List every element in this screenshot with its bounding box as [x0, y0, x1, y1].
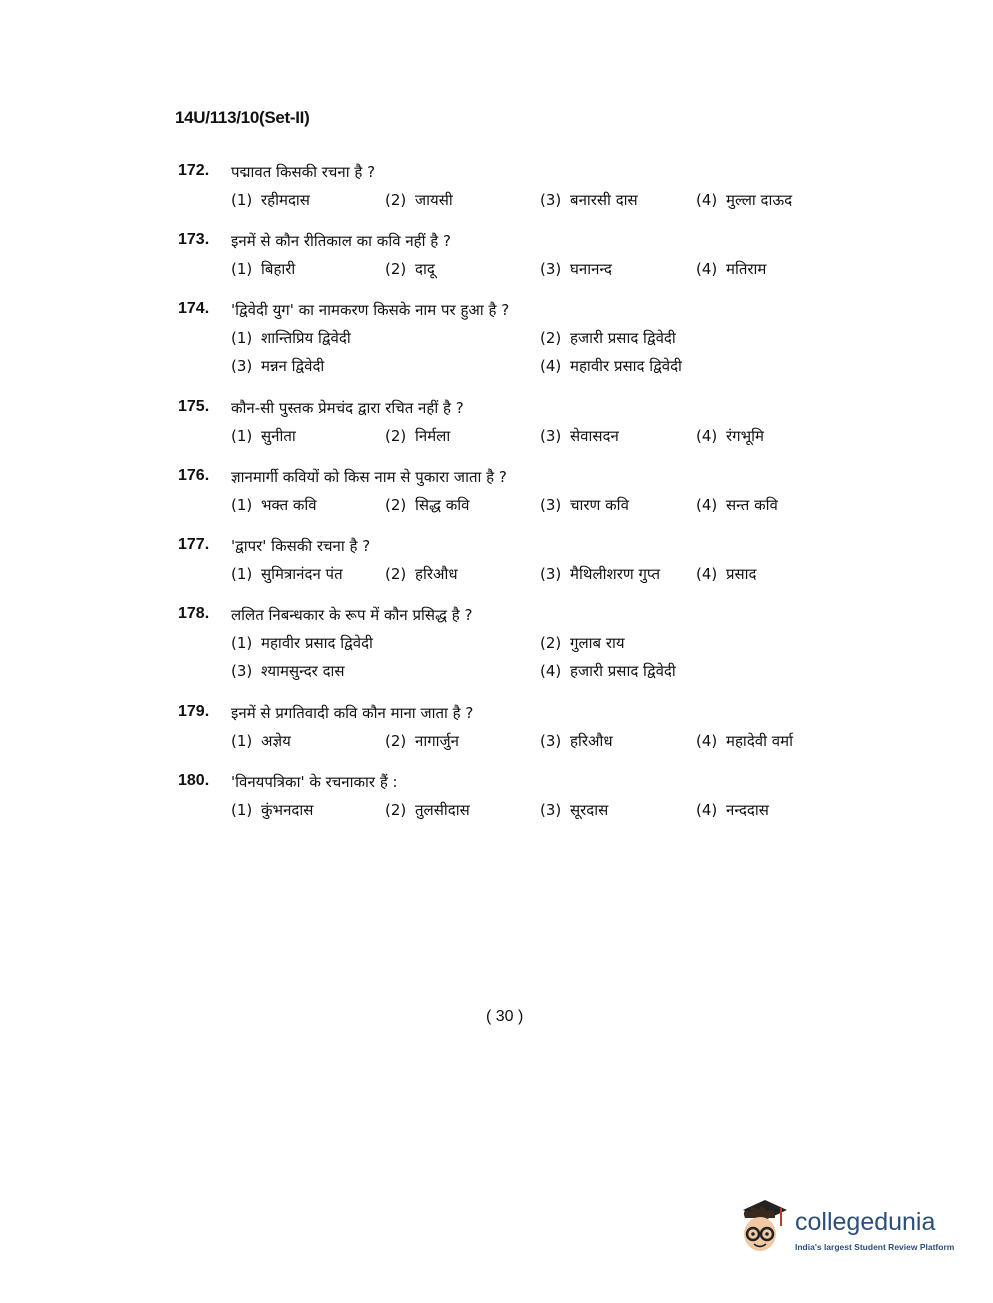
option-3: [231, 356, 324, 376]
option-text: बिहारी: [261, 260, 296, 278]
option-number: (2): [385, 191, 407, 209]
question-number: 178.: [178, 605, 210, 622]
option-number: (3): [540, 496, 562, 514]
option-number: (1): [231, 634, 253, 652]
option-text: मैथिलीशरण गुप्त: [570, 565, 661, 583]
question-text: कौन-सी पुस्तक प्रेमचंद द्वारा रचित नहीं है ?: [231, 399, 464, 417]
mascot-icon: [735, 1196, 793, 1266]
option-number: (2): [385, 801, 407, 819]
question-text: इनमें से कौन रीतिकाल का कवि नहीं है ?: [231, 232, 451, 250]
option-text: जायसी: [415, 191, 453, 209]
option-text: दादू: [415, 260, 435, 278]
option-text: बनारसी दास: [570, 191, 638, 209]
option-number: (2): [385, 565, 407, 583]
option-4: [696, 190, 792, 210]
option-text: सन्त कवि: [726, 496, 778, 514]
question-175: [178, 398, 818, 454]
question-173: [178, 231, 818, 287]
question-178: [178, 605, 818, 689]
option-text: सेवासदन: [570, 427, 619, 445]
question-177: [178, 536, 818, 592]
option-text: तुलसीदास: [415, 801, 470, 819]
option-number: (1): [231, 496, 253, 514]
option-2: [540, 328, 676, 348]
paper-code: 14U/113/10(Set-II): [175, 108, 310, 127]
question-number: 176.: [178, 467, 210, 484]
option-3: [540, 259, 612, 279]
option-1: [231, 731, 291, 751]
option-number: (3): [231, 357, 253, 375]
option-text: हरिऔध: [570, 732, 613, 750]
question-text: 'विनयपत्रिका' के रचनाकार हैं :: [231, 773, 398, 791]
option-text: हजारी प्रसाद द्विवेदी: [570, 329, 676, 347]
logo-name: collegedunia: [795, 1208, 936, 1236]
option-2: [385, 731, 459, 751]
option-1: [231, 633, 373, 653]
option-number: (3): [231, 662, 253, 680]
option-number: (1): [231, 565, 253, 583]
option-1: [231, 426, 296, 446]
option-number: (2): [385, 732, 407, 750]
question-174: [178, 300, 818, 384]
option-2: [385, 495, 470, 515]
option-text: मन्नन द्विवेदी: [261, 357, 325, 375]
option-3: [540, 731, 613, 751]
option-1: [231, 259, 295, 279]
option-4: [696, 564, 757, 584]
option-number: (4): [696, 801, 718, 819]
option-text: हजारी प्रसाद द्विवेदी: [570, 662, 676, 680]
option-number: (2): [540, 329, 562, 347]
option-number: (4): [696, 191, 718, 209]
option-2: [385, 564, 458, 584]
option-3: [540, 800, 608, 820]
option-number: (3): [540, 191, 562, 209]
option-text: मतिराम: [726, 260, 767, 278]
option-number: (1): [231, 427, 253, 445]
option-number: (4): [696, 732, 718, 750]
option-2: [385, 190, 453, 210]
option-1: [231, 328, 351, 348]
option-text: रहीमदास: [261, 191, 310, 209]
option-3: [231, 661, 345, 681]
option-number: (1): [231, 191, 253, 209]
option-text: चारण कवि: [570, 496, 629, 514]
option-2: [385, 800, 470, 820]
question-text: इनमें से प्रगतिवादी कवि कौन माना जाता है ?: [231, 704, 474, 722]
option-3: [540, 564, 660, 584]
option-2: [540, 633, 625, 653]
question-text: ललित निबन्धकार के रूप में कौन प्रसिद्ध है ?: [231, 606, 473, 624]
question-180: [178, 772, 818, 828]
option-number: (3): [540, 565, 562, 583]
option-number: (3): [540, 801, 562, 819]
question-text: 'द्वापर' किसकी रचना है ?: [231, 537, 371, 555]
option-1: [231, 495, 317, 515]
option-text: सुनीता: [261, 427, 296, 445]
option-text: महावीर प्रसाद द्विवेदी: [570, 357, 682, 375]
option-4: [696, 426, 764, 446]
question-number: 175.: [178, 398, 210, 415]
option-text: सूरदास: [570, 801, 609, 819]
option-text: अज्ञेय: [261, 732, 291, 750]
option-text: शान्तिप्रिय द्विवेदी: [261, 329, 351, 347]
option-2: [385, 426, 450, 446]
option-text: गुलाब राय: [570, 634, 625, 652]
option-number: (1): [231, 801, 253, 819]
option-number: (4): [696, 260, 718, 278]
option-text: सिद्ध कवि: [415, 496, 470, 514]
collegedunia-logo: [735, 1196, 960, 1266]
option-1: [231, 564, 343, 584]
question-text: पद्मावत किसकी रचना है ?: [231, 163, 376, 181]
option-number: (4): [540, 662, 562, 680]
option-text: रंगभूमि: [726, 427, 764, 445]
option-2: [385, 259, 435, 279]
option-text: घनानन्द: [570, 260, 613, 278]
option-text: हरिऔध: [415, 565, 458, 583]
option-1: [231, 190, 310, 210]
question-number: 177.: [178, 536, 210, 553]
option-3: [540, 190, 638, 210]
option-text: महादेवी वर्मा: [726, 732, 793, 750]
option-1: [231, 800, 313, 820]
option-text: भक्त कवि: [261, 496, 317, 514]
option-3: [540, 426, 619, 446]
option-text: निर्मला: [415, 427, 451, 445]
option-number: (1): [231, 329, 253, 347]
option-number: (2): [540, 634, 562, 652]
option-4: [696, 495, 778, 515]
question-text: 'द्विवेदी युग' का नामकरण किसके नाम पर हुआ है ?: [231, 301, 510, 319]
option-number: (4): [540, 357, 562, 375]
option-3: [540, 495, 629, 515]
option-4: [540, 661, 676, 681]
question-176: [178, 467, 818, 523]
question-number: 179.: [178, 703, 210, 720]
question-number: 180.: [178, 772, 210, 789]
option-4: [696, 731, 793, 751]
option-number: (1): [231, 732, 253, 750]
option-text: प्रसाद: [726, 565, 757, 583]
option-number: (4): [696, 427, 718, 445]
option-number: (4): [696, 496, 718, 514]
option-4: [696, 800, 769, 820]
option-number: (2): [385, 427, 407, 445]
option-text: नन्ददास: [726, 801, 769, 819]
option-number: (1): [231, 260, 253, 278]
option-text: श्यामसुन्दर दास: [261, 662, 345, 680]
option-4: [540, 356, 682, 376]
option-number: (3): [540, 732, 562, 750]
option-number: (3): [540, 427, 562, 445]
option-text: सुमित्रानंदन पंत: [261, 565, 343, 583]
logo-tagline: India's largest Student Review Platform: [795, 1242, 955, 1252]
question-number: 173.: [178, 231, 210, 248]
question-number: 174.: [178, 300, 210, 317]
option-text: नागार्जुन: [415, 732, 459, 750]
option-4: [696, 259, 766, 279]
question-text: ज्ञानमार्गी कवियों को किस नाम से पुकारा जाता है ?: [231, 468, 507, 486]
option-number: (4): [696, 565, 718, 583]
page-number: ( 30 ): [486, 1008, 524, 1025]
option-number: (3): [540, 260, 562, 278]
option-text: मुल्ला दाऊद: [726, 191, 793, 209]
question-number: 172.: [178, 162, 210, 179]
option-number: (2): [385, 496, 407, 514]
question-179: [178, 703, 818, 759]
option-text: कुंभनदास: [261, 801, 314, 819]
option-number: (2): [385, 260, 407, 278]
option-text: महावीर प्रसाद द्विवेदी: [261, 634, 373, 652]
question-172: [178, 162, 818, 218]
